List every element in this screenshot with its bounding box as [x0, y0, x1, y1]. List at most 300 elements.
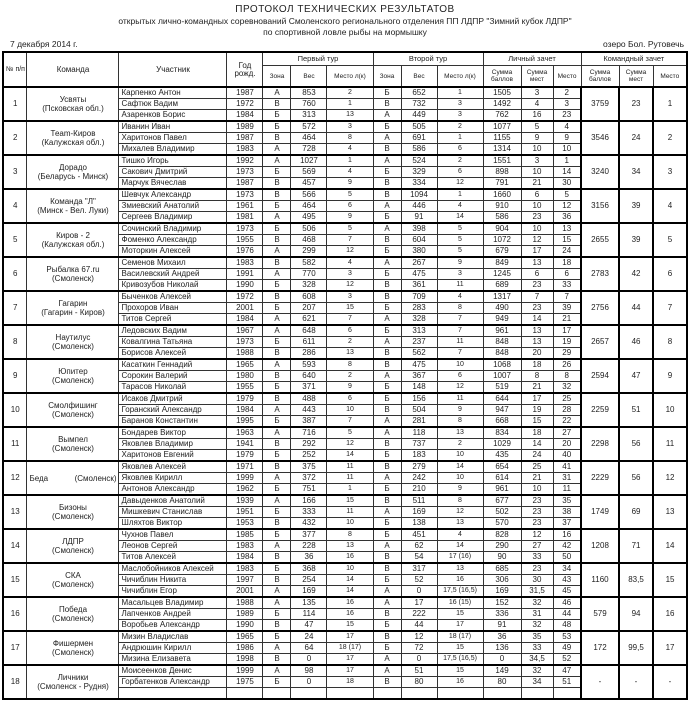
player-row: [3, 223, 687, 235]
cell-weight-2: 267: [401, 257, 437, 269]
cell-year: 1979: [227, 393, 263, 405]
cell-team-place: 1: [653, 87, 687, 121]
cell-year: 1981: [227, 212, 263, 224]
cell-team-sum-points: 579: [581, 597, 619, 631]
cell-zone-2: Б: [373, 450, 401, 462]
cell-year: 1976: [227, 246, 263, 258]
cell-zone-2: А: [373, 133, 401, 144]
cell-zone-2: В: [373, 178, 401, 190]
cell-weight-2: 17: [401, 597, 437, 609]
cell-place-1: 1: [327, 484, 373, 496]
cell-place-2: 9: [437, 257, 483, 269]
cell-weight-2: 380: [401, 246, 437, 258]
cell-team-name: Фишермен (Смоленск): [27, 631, 119, 665]
cell-team-place: 10: [653, 393, 687, 427]
cell-participant: Касаткин Геннадий: [119, 359, 227, 371]
cell-participant: Карпенко Антон: [119, 87, 227, 99]
player-row: [3, 563, 687, 575]
cell-place-1: 15: [327, 303, 373, 314]
cell-place: 36: [553, 212, 581, 224]
cell-weight-2: 138: [401, 518, 437, 530]
cell-team-number: 6: [3, 257, 27, 291]
cell-place: 44: [553, 609, 581, 620]
cell-zone-2: А: [373, 257, 401, 269]
cell-year: 1999: [227, 473, 263, 484]
cell-place-2: 15: [437, 609, 483, 620]
cell-zone-1: Б: [263, 563, 291, 575]
cell-participant: Масальцев Владимир: [119, 597, 227, 609]
cell-place-2: 4: [437, 291, 483, 303]
cell-zone-1: В: [263, 133, 291, 144]
cell-team-number: 13: [3, 495, 27, 529]
cell-sum-points: 689: [483, 280, 521, 292]
cell-weight-1: 228: [291, 541, 327, 552]
cell-participant: Сорокин Валерий: [119, 371, 227, 382]
cell-zone-1: Б: [263, 507, 291, 518]
cell-sum-points: 80: [483, 677, 521, 688]
cell-team-sum-points: 2229: [581, 461, 619, 495]
cell-place-2: 8: [437, 416, 483, 428]
cell-weight-1: 621: [291, 314, 327, 326]
cell-team-sum-places: 34: [619, 155, 653, 189]
cell-participant: Сафтюк Вадим: [119, 99, 227, 110]
cell-team-place: 17: [653, 631, 687, 665]
cell-team-name: Бизоны (Смоленск): [27, 495, 119, 529]
cell-weight-2: 242: [401, 473, 437, 484]
cell-place-2: 10: [437, 450, 483, 462]
cell-team-number: 17: [3, 631, 27, 665]
cell-place-2: 13: [437, 427, 483, 439]
cell-team-name: Усвяты (Псковская обл.): [27, 87, 119, 121]
cell-team-sum-places: 46: [619, 325, 653, 359]
cell-place: 11: [553, 484, 581, 496]
cell-place-1: 14: [327, 586, 373, 598]
cell-zone-1: В: [263, 393, 291, 405]
cell-sum-points: 848: [483, 337, 521, 348]
cell-place-2: 13: [437, 518, 483, 530]
col-header-sum-points-personal: Сумма баллов: [483, 66, 521, 88]
cell-team-sum-places: 42: [619, 257, 653, 291]
cell-sum-places: 9: [521, 133, 553, 144]
cell-zone-2: А: [373, 314, 401, 326]
cell-zone-1: Б: [263, 303, 291, 314]
cell-weight-1: 313: [291, 110, 327, 122]
cell-place: 33: [553, 280, 581, 292]
cell-team-place: 6: [653, 257, 687, 291]
cell-sum-places: 6: [521, 269, 553, 280]
cell-place-1: 10: [327, 405, 373, 416]
cell-zone-2: [373, 688, 401, 700]
cell-team-sum-places: 69: [619, 495, 653, 529]
cell-weight-2: 156: [401, 393, 437, 405]
cell-weight-1: 292: [291, 439, 327, 450]
cell-place: 7: [553, 291, 581, 303]
cell-sum-places: 23: [521, 507, 553, 518]
cell-place-2: 12: [437, 507, 483, 518]
cell-zone-2: А: [373, 586, 401, 598]
cell-participant: Бондарев Виктор: [119, 427, 227, 439]
cell-participant: Сергеев Владимир: [119, 212, 227, 224]
cell-zone-1: А: [263, 495, 291, 507]
cell-team-name: [27, 461, 119, 495]
cell-zone-2: А: [373, 155, 401, 167]
cell-participant: Шевчук Александр: [119, 189, 227, 201]
cell-place-1: 16: [327, 552, 373, 564]
cell-weight-1: 333: [291, 507, 327, 518]
player-row: [3, 495, 687, 507]
cell-place-1: 3: [327, 269, 373, 280]
cell-team-sum-points: 1160: [581, 563, 619, 597]
cell-participant: Моторкин Алексей: [119, 246, 227, 258]
cell-sum-points: 1007: [483, 371, 521, 382]
cell-year: 1990: [227, 280, 263, 292]
cell-sum-places: 12: [521, 235, 553, 246]
cell-team-sum-places: 94: [619, 597, 653, 631]
cell-weight-1: 377: [291, 529, 327, 541]
cell-zone-2: Б: [373, 121, 401, 133]
cell-sum-points: 152: [483, 597, 521, 609]
cell-sum-places: 18: [521, 359, 553, 371]
cell-weight-2: 586: [401, 144, 437, 156]
cell-weight-1: 387: [291, 416, 327, 428]
cell-place-2: 9: [437, 484, 483, 496]
cell-team-number: 14: [3, 529, 27, 563]
cell-place: 32: [553, 382, 581, 394]
cell-participant: Моисеенков Денис: [119, 665, 227, 677]
cell-sum-places: 32: [521, 597, 553, 609]
cell-weight-1: 47: [291, 620, 327, 632]
cell-sum-points: 1314: [483, 144, 521, 156]
cell-zone-2: Б: [373, 87, 401, 99]
cell-sum-points: 1505: [483, 87, 521, 99]
cell-place-2: 7: [437, 325, 483, 337]
cell-weight-1: 464: [291, 133, 327, 144]
cell-sum-points: 91: [483, 620, 521, 632]
cell-place-2: 8: [437, 303, 483, 314]
cell-sum-places: 10: [521, 144, 553, 156]
cell-team-place: 8: [653, 325, 687, 359]
cell-team-sum-points: 2594: [581, 359, 619, 393]
cell-weight-1: 169: [291, 586, 327, 598]
cell-place: 4: [553, 121, 581, 133]
cell-place: 39: [553, 303, 581, 314]
cell-zone-2: В: [373, 280, 401, 292]
cell-team-place: 14: [653, 529, 687, 563]
cell-team-number: 4: [3, 189, 27, 223]
cell-team-name: Гагарин (Гагарин - Киров): [27, 291, 119, 325]
cell-place-1: 14: [327, 450, 373, 462]
cell-place-2: 1: [437, 133, 483, 144]
cell-zone-1: В: [263, 257, 291, 269]
cell-sum-points: 1551: [483, 155, 521, 167]
cell-place-2: 15: [437, 643, 483, 654]
cell-participant: Кривозубов Николай: [119, 280, 227, 292]
cell-zone-2: А: [373, 665, 401, 677]
cell-team-sum-places: 39: [619, 223, 653, 257]
cell-team-place: 5: [653, 223, 687, 257]
cell-place-2: 17 (16): [437, 552, 483, 564]
col-header-num: № п/п: [3, 52, 27, 87]
cell-place: [553, 688, 581, 700]
cell-year: 2001: [227, 303, 263, 314]
cell-zone-1: В: [263, 371, 291, 382]
cell-weight-2: 1094: [401, 189, 437, 201]
cell-weight-2: 237: [401, 337, 437, 348]
cell-participant: Харитонов Павел: [119, 133, 227, 144]
cell-sum-points: 848: [483, 348, 521, 360]
cell-participant: Змиевский Анатолий: [119, 201, 227, 212]
cell-year: 1983: [227, 563, 263, 575]
cell-team-place: 12: [653, 461, 687, 495]
cell-place: 20: [553, 439, 581, 450]
cell-zone-1: [263, 688, 291, 700]
cell-zone-1: В: [263, 439, 291, 450]
cell-weight-2: 328: [401, 314, 437, 326]
cell-zone-1: В: [263, 620, 291, 632]
cell-weight-1: 286: [291, 348, 327, 360]
cell-year: 1992: [227, 155, 263, 167]
cell-place: 38: [553, 507, 581, 518]
cell-zone-2: А: [373, 223, 401, 235]
cell-team-sum-points: -: [581, 665, 619, 699]
cell-year: 1973: [227, 189, 263, 201]
cell-weight-1: 572: [291, 121, 327, 133]
cell-year: 1983: [227, 144, 263, 156]
player-row: [3, 631, 687, 643]
col-header-place-team: Место: [653, 66, 687, 88]
cell-team-name: Рыбалка 67.ru (Смоленск): [27, 257, 119, 291]
cell-sum-points: 502: [483, 507, 521, 518]
player-row: [3, 461, 687, 473]
cell-zone-1: Б: [263, 631, 291, 643]
cell-year: 1972: [227, 99, 263, 110]
cell-year: 1984: [227, 110, 263, 122]
cell-zone-1: В: [263, 178, 291, 190]
cell-sum-points: 290: [483, 541, 521, 552]
cell-weight-2: 334: [401, 178, 437, 190]
cell-sum-places: 14: [521, 314, 553, 326]
event-date: 7 декабря 2014 г.: [10, 39, 78, 49]
cell-place: 15: [553, 235, 581, 246]
cell-place: 43: [553, 575, 581, 586]
cell-zone-2: В: [373, 291, 401, 303]
cell-sum-points: 1155: [483, 133, 521, 144]
cell-participant: Марчук Вячеслав: [119, 178, 227, 190]
cell-sum-places: 20: [521, 348, 553, 360]
cell-weight-2: 604: [401, 235, 437, 246]
cell-year: 1999: [227, 665, 263, 677]
cell-sum-places: 23: [521, 303, 553, 314]
cell-place-1: 8: [327, 359, 373, 371]
cell-team-place: 4: [653, 189, 687, 223]
cell-weight-1: 166: [291, 495, 327, 507]
cell-place-2: 16 (15): [437, 597, 483, 609]
cell-weight-1: 608: [291, 291, 327, 303]
cell-year: 1973: [227, 167, 263, 178]
cell-place-2: 1: [437, 189, 483, 201]
cell-zone-1: В: [263, 189, 291, 201]
cell-sum-places: 19: [521, 405, 553, 416]
cell-sum-points: 90: [483, 552, 521, 564]
cell-team-sum-places: 71: [619, 529, 653, 563]
cell-sum-places: 10: [521, 167, 553, 178]
cell-participant: Баранов Константин: [119, 416, 227, 428]
cell-weight-2: 118: [401, 427, 437, 439]
cell-weight-1: 299: [291, 246, 327, 258]
cell-year: 1995: [227, 416, 263, 428]
cell-zone-2: А: [373, 201, 401, 212]
cell-participant: Ковалгина Татьяна: [119, 337, 227, 348]
cell-participant: Быченков Алексей: [119, 291, 227, 303]
cell-place-2: 15: [437, 665, 483, 677]
cell-sum-points: 1029: [483, 439, 521, 450]
cell-team-place: 2: [653, 121, 687, 155]
cell-place-1: 7: [327, 314, 373, 326]
cell-sum-places: 18: [521, 427, 553, 439]
cell-place: 2: [553, 87, 581, 99]
cell-sum-places: 4: [521, 99, 553, 110]
cell-zone-1: Б: [263, 280, 291, 292]
cell-place-2: 2: [437, 155, 483, 167]
cell-team-sum-points: 172: [581, 631, 619, 665]
cell-sum-points: 644: [483, 393, 521, 405]
cell-participant: Исаков Дмитрий: [119, 393, 227, 405]
cell-weight-2: 562: [401, 348, 437, 360]
cell-place-1: 3: [327, 121, 373, 133]
cell-sum-places: 34,5: [521, 654, 553, 666]
cell-sum-points: 36: [483, 631, 521, 643]
cell-place: 17: [553, 325, 581, 337]
player-row: [3, 87, 687, 99]
col-header-sum-points-team: Сумма баллов: [581, 66, 619, 88]
cell-place: 6: [553, 269, 581, 280]
cell-place-2: 4: [437, 201, 483, 212]
cell-sum-points: 1317: [483, 291, 521, 303]
cell-sum-places: 17: [521, 393, 553, 405]
table-header: [3, 52, 687, 87]
cell-place-2: 10: [437, 359, 483, 371]
cell-team-number: 10: [3, 393, 27, 427]
cell-place: 14: [553, 167, 581, 178]
cell-team-sum-places: -: [619, 665, 653, 699]
cell-place-1: 4: [327, 167, 373, 178]
cell-zone-1: А: [263, 597, 291, 609]
cell-zone-1: А: [263, 473, 291, 484]
cell-year: 1975: [227, 677, 263, 688]
cell-participant: Фоменко Александр: [119, 235, 227, 246]
cell-zone-1: Б: [263, 416, 291, 428]
results-table: [2, 51, 688, 700]
cell-team-name: Наутилус (Смоленск): [27, 325, 119, 359]
cell-sum-places: 17: [521, 246, 553, 258]
cell-zone-2: Б: [373, 303, 401, 314]
cell-place-1: 5: [327, 189, 373, 201]
cell-participant: Азаренков Борис: [119, 110, 227, 122]
cell-place-2: 5: [437, 246, 483, 258]
cell-sum-places: 6: [521, 189, 553, 201]
cell-team-name: Победа (Смоленск): [27, 597, 119, 631]
cell-place-1: 13: [327, 348, 373, 360]
cell-weight-1: 0: [291, 677, 327, 688]
cell-zone-1: А: [263, 541, 291, 552]
cell-sum-points: 949: [483, 314, 521, 326]
cell-team-sum-places: 44: [619, 291, 653, 325]
cell-team-sum-places: 51: [619, 393, 653, 427]
player-row: [3, 597, 687, 609]
cell-team-number: 18: [3, 665, 27, 699]
cell-weight-2: 148: [401, 382, 437, 394]
cell-participant: Сочинский Владимир: [119, 223, 227, 235]
cell-weight-1: 770: [291, 269, 327, 280]
cell-weight-1: 648: [291, 325, 327, 337]
cell-place-1: 8: [327, 133, 373, 144]
cell-place: 50: [553, 552, 581, 564]
cell-year: 1984: [227, 552, 263, 564]
cell-zone-2: А: [373, 541, 401, 552]
cell-place-2: 16: [437, 677, 483, 688]
cell-zone-2: А: [373, 597, 401, 609]
cell-sum-points: 849: [483, 257, 521, 269]
cell-year: 1986: [227, 643, 263, 654]
cell-team-place: 3: [653, 155, 687, 189]
col-header-sum-places-personal: Сумма мест: [521, 66, 553, 88]
cell-place-2: 2: [437, 121, 483, 133]
cell-sum-places: 12: [521, 529, 553, 541]
cell-place: 53: [553, 631, 581, 643]
cell-place: 13: [553, 223, 581, 235]
cell-sum-points: 1660: [483, 189, 521, 201]
cell-participant: Антонов Александр: [119, 484, 227, 496]
cell-zone-2: В: [373, 609, 401, 620]
cell-weight-2: 398: [401, 223, 437, 235]
cell-team-name: ЛДПР (Смоленск): [27, 529, 119, 563]
cell-participant: [119, 688, 227, 700]
col-group-tour2: Второй тур: [373, 52, 483, 66]
cell-year: 1988: [227, 348, 263, 360]
cell-place-1: 8: [327, 529, 373, 541]
cell-place-2: 18 (17): [437, 631, 483, 643]
cell-participant: Мизин Владислав: [119, 631, 227, 643]
cell-place: 9: [553, 133, 581, 144]
cell-team-sum-places: 24: [619, 121, 653, 155]
cell-weight-1: 464: [291, 201, 327, 212]
cell-place-1: 1: [327, 99, 373, 110]
cell-team-number: 16: [3, 597, 27, 631]
cell-place-1: 11: [327, 461, 373, 473]
cell-sum-places: 32: [521, 665, 553, 677]
cell-team-name: Команда "Л" (Минск - Вел. Луки): [27, 189, 119, 223]
cell-zone-1: А: [263, 155, 291, 167]
cell-zone-2: А: [373, 337, 401, 348]
cell-year: 1967: [227, 325, 263, 337]
cell-weight-1: 98: [291, 665, 327, 677]
cell-team-number: 5: [3, 223, 27, 257]
cell-weight-1: 432: [291, 518, 327, 530]
cell-place-2: 11: [437, 337, 483, 348]
cell-zone-1: Б: [263, 529, 291, 541]
cell-weight-2: 72: [401, 643, 437, 654]
cell-weight-2: 12: [401, 631, 437, 643]
cell-sum-points: 910: [483, 201, 521, 212]
cell-year: 1973: [227, 223, 263, 235]
cell-place-1: 12: [327, 439, 373, 450]
player-row: [3, 427, 687, 439]
cell-place-1: [327, 688, 373, 700]
cell-weight-2: 279: [401, 461, 437, 473]
cell-team-number: 11: [3, 427, 27, 461]
cell-participant: Сакович Дмитрий: [119, 167, 227, 178]
document-subtitle-2: по спортивной ловле рыбы на мормышку: [263, 27, 427, 37]
